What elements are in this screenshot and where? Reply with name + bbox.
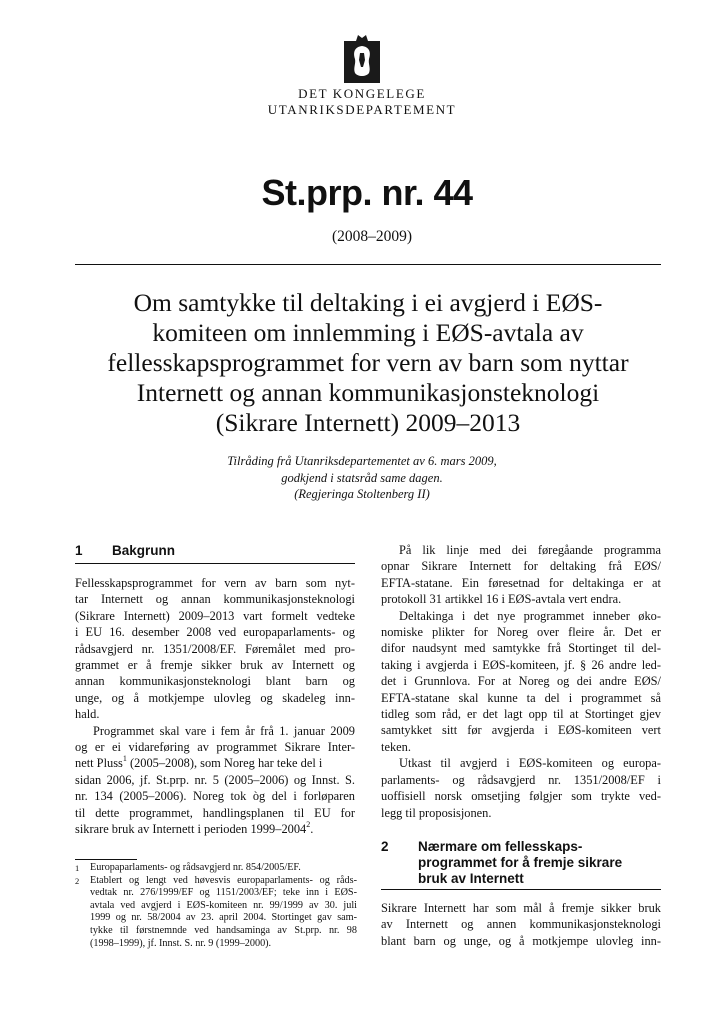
footnote-line: 1999 og nr. 58/2004 av 23. april 2004. Stortinget gav sam- — [90, 912, 357, 924]
section-2-divider — [381, 889, 661, 890]
title-line: Internett og annan kommunikasjonsteknologi — [136, 378, 600, 407]
footnote-line: (1998–1999), jf. Innst. S. nr. 9 (1999–2000). — [90, 937, 272, 949]
footnote-number: 1 — [75, 863, 80, 873]
footnotes — [75, 862, 357, 950]
body-line: nr. 134 (2005–2006). Noreg tok òg del i forløparen — [75, 789, 355, 804]
body-line: protokoll 31 artikkel 16 i EØS-avtala vert endra. — [381, 592, 622, 607]
body-line: opnar Sikrare Internett for deltaking frå EØS/ — [381, 559, 661, 574]
recommendation-line: Tilråding frå Utanriksdepartementet av 6. mars 2009, — [227, 454, 497, 468]
body-line: legg til proposisjonen. — [381, 805, 492, 820]
section-title-line: bruk av Internett — [418, 871, 524, 886]
department-name-line2: UTANRIKSDEPARTEMENT — [267, 102, 457, 117]
title-line: Om samtykke til deltaking i ei avgjerd i EØS- — [133, 288, 603, 317]
section-title: Bakgrunn — [112, 543, 176, 558]
body-line: EFTA-statane skal kunne ta del i programmet så — [381, 690, 661, 705]
body-text: sikrare bruk av Internett i perioden 1999–2004 — [75, 822, 307, 837]
body-line: På lik linje med dei føregåande programma — [399, 543, 661, 557]
body-line: unge, og å motkjempe ulovleg og skadeleg inn- — [75, 690, 355, 705]
body-line: og er ei vidareføring av programmet Sikrare Inter- — [75, 740, 355, 755]
footnote-ref-2[interactable]: 2 — [306, 819, 311, 829]
body-line: difor naudsynt med samtykke frå Stortinget til del- — [381, 641, 661, 656]
body-line: i EU 16. desember 2008 ved europaparlaments- og — [75, 625, 355, 640]
section-2-body — [381, 900, 661, 949]
body-line: hald. — [75, 707, 100, 722]
document-title — [66, 288, 670, 438]
body-line: nomiske plikter for Noreg over fleire år. Det er — [381, 625, 661, 640]
section-title-line: programmet for å fremje sikrare — [418, 855, 623, 870]
title-line: komiteen om innlemming i EØS-avtala av — [152, 318, 584, 347]
recommendation-line: (Regjeringa Stoltenberg II) — [294, 487, 430, 501]
body-line: uoffisiell norsk omsetjing følgjer som trykte ved- — [381, 789, 661, 804]
norwegian-lion-crest-icon — [344, 33, 380, 83]
right-column-body — [381, 542, 661, 821]
footnote-divider — [75, 859, 137, 860]
document-number: St.prp. nr. 44 — [261, 172, 473, 213]
section-1-divider — [75, 563, 355, 564]
recommendation-line: godkjend i statsråd same dagen. — [281, 470, 443, 485]
title-divider — [75, 264, 661, 265]
footnote-2 — [75, 875, 357, 951]
body-line: Programmet skal vare i fem år frå 1. januar 2009 — [93, 723, 355, 738]
body-text: . — [310, 822, 314, 837]
section-title-line: Nærmare om fellesskaps- — [418, 839, 583, 854]
department-name-line1: DET KONGELEGE — [298, 86, 426, 101]
body-line: grammet er å fremje sikker bruk av Internett og — [75, 658, 355, 673]
body-line — [75, 821, 355, 837]
body-line: parlaments- og rådsavgjerd nr. 1351/2008/EF i — [381, 772, 661, 787]
body-line — [75, 755, 355, 771]
body-line: samtykket sitt før avgjerda i EØS-komiteen vert — [381, 723, 661, 738]
footnote-1 — [75, 862, 357, 875]
document-session-years: (2008–2009) — [331, 228, 413, 245]
body-text: (2005–2008), som Noreg har teke del i — [126, 756, 323, 771]
footnote-ref-1[interactable]: 1 — [122, 754, 127, 764]
body-line: av Internett og annen kommunikasjonsteknologi — [381, 917, 661, 932]
footnote-line: Etablert og lengt ved høvesvis europaparlaments- og råds- — [90, 874, 357, 886]
footnote-line: Europaparlaments- og rådsavgjerd nr. 854/2005/EF. — [90, 862, 301, 873]
body-line: tidleg som råd, er det lagt opp til at Stortinget gjev — [381, 707, 661, 722]
section-2-heading — [381, 839, 661, 887]
section-1-body — [75, 575, 355, 838]
footnote-line: avtala ved avgjerd i EØS-komiteen nr. 99/1999 av 30. juli — [90, 899, 357, 911]
body-line: Utkast til avgjerd i EØS-komiteen og europa- — [399, 756, 661, 771]
body-line: til dette programmet, handlingsplanen til EU for — [75, 805, 355, 820]
section-1-heading — [75, 543, 355, 561]
body-line: EFTA-statane. Ein føresetnad for deltakinga er at — [381, 575, 661, 590]
body-line: rådsavgjerd nr. 1351/2008/EF. Føremålet med pro- — [75, 641, 355, 656]
section-title — [418, 839, 622, 887]
body-line: tar Internett og annan kommunikasjonsteknologi — [75, 592, 355, 607]
footnote-line: tykke til førstnemnde ved handsaminga av St.prp. nr. 98 — [90, 924, 357, 936]
section-number: 1 — [75, 543, 83, 558]
footnote-number: 2 — [75, 875, 80, 886]
body-line: Deltakinga i det nye programmet inneber øko- — [399, 608, 661, 623]
footnote-line: vedtak nr. 276/1999/EF og 1151/2003/EF; teke inn i EØS- — [90, 887, 357, 899]
body-line: Fellesskapsprogrammet for vern av barn som nyt- — [75, 576, 355, 590]
title-line: fellesskapsprogrammet for vern av barn som nyttar — [107, 348, 629, 377]
body-line: teken. — [381, 739, 411, 754]
body-line: taking i avgjerda i EØS-komiteen, jf. § 26 andre led- — [381, 657, 661, 672]
section-number: 2 — [381, 839, 389, 854]
body-line: det i Grunnlova. For at Noreg og dei andre EØS/ — [381, 674, 661, 689]
body-line: (Sikrare Internett) 2009–2013 vart formelt vedteke — [75, 608, 355, 623]
recommendation-note — [160, 453, 564, 503]
body-line: blant barn og unge, og å motkjempe ulovleg inn- — [381, 933, 661, 948]
body-line: sidan 2006, jf. St.prp. nr. 5 (2005–2006) og Innst. S. — [75, 772, 355, 787]
body-line: Sikrare Internett har som mål å fremje sikker bruk — [381, 901, 661, 915]
body-line: annan kommunikasjonsteknologi blant barn og — [75, 674, 355, 689]
body-text: nett Pluss — [75, 756, 123, 771]
title-line: (Sikrare Internett) 2009–2013 — [215, 408, 521, 437]
